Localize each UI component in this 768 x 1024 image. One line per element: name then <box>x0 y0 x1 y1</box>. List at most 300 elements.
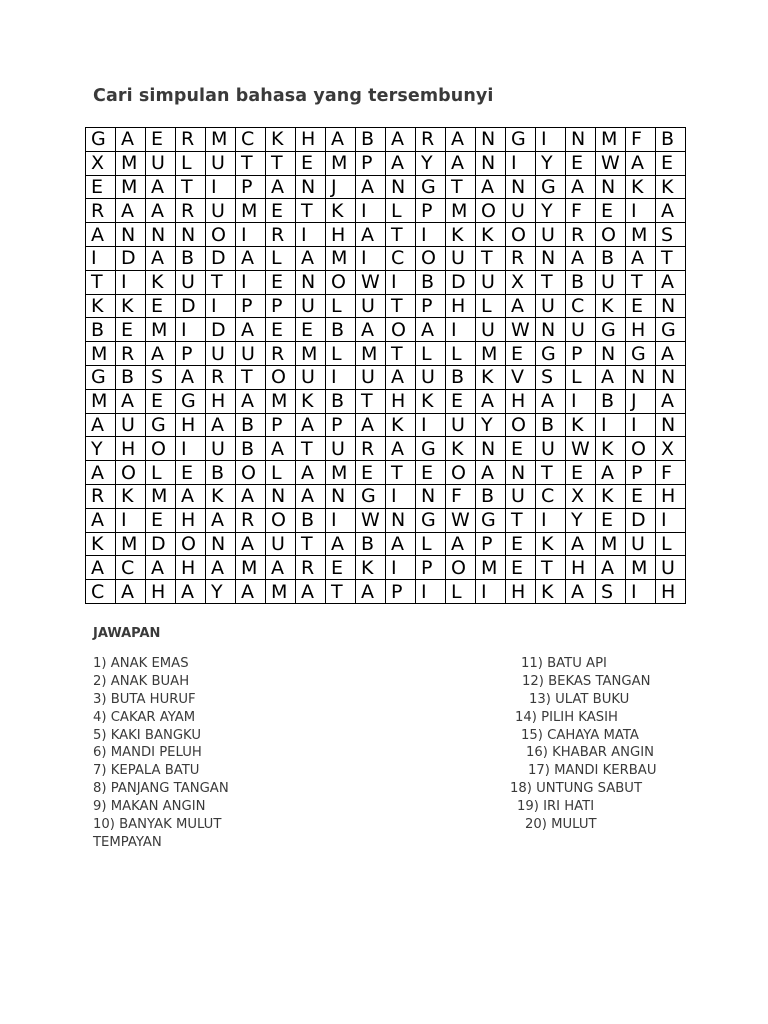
grid-cell <box>116 437 146 461</box>
grid-letter: R <box>361 437 375 460</box>
grid-cell <box>86 461 116 485</box>
grid-letter: P <box>631 461 643 484</box>
grid-letter: M <box>91 342 108 365</box>
grid-cell <box>446 294 476 318</box>
grid-letter: A <box>151 247 164 270</box>
grid-cell <box>86 270 116 294</box>
grid-letter: E <box>271 318 284 341</box>
grid-letter: N <box>541 318 556 341</box>
grid-cell <box>626 128 656 152</box>
grid-cell <box>146 294 176 318</box>
grid-letter: A <box>301 247 314 270</box>
grid-cell <box>626 199 656 223</box>
grid-letter: E <box>151 128 164 151</box>
grid-letter: T <box>511 509 523 532</box>
grid-letter: R <box>421 128 435 151</box>
grid-letter: P <box>481 532 493 555</box>
grid-letter: A <box>571 580 584 603</box>
grid-cell <box>476 508 506 532</box>
grid-cell <box>296 508 326 532</box>
grid-cell <box>326 508 356 532</box>
grid-letter: T <box>541 556 553 579</box>
grid-letter: I <box>361 247 367 270</box>
grid-cell <box>626 270 656 294</box>
grid-cell <box>326 223 356 247</box>
answer-item: 6) MANDI PELUH <box>93 745 202 761</box>
grid-letter: C <box>391 247 405 270</box>
grid-letter: B <box>661 128 675 151</box>
grid-letter: U <box>481 318 495 341</box>
grid-letter: I <box>391 485 397 508</box>
grid-letter: B <box>331 318 345 341</box>
grid-letter: C <box>541 485 555 508</box>
grid-letter: I <box>631 199 637 222</box>
grid-cell <box>236 128 266 152</box>
grid-letter: G <box>661 318 676 341</box>
grid-letter: T <box>391 461 403 484</box>
grid-letter: U <box>361 366 375 389</box>
grid-letter: U <box>181 271 195 294</box>
grid-cell <box>176 437 206 461</box>
grid-cell <box>626 223 656 247</box>
grid-letter: I <box>241 271 247 294</box>
grid-cell <box>506 342 536 366</box>
grid-cell <box>656 151 686 175</box>
grid-letter: H <box>631 318 646 341</box>
grid-letter: A <box>661 342 674 365</box>
grid-letter: N <box>511 461 526 484</box>
grid-letter: R <box>511 247 525 270</box>
grid-letter: U <box>211 199 225 222</box>
grid-cell <box>266 413 296 437</box>
grid-cell <box>296 556 326 580</box>
grid-cell <box>266 437 296 461</box>
grid-cell <box>206 508 236 532</box>
grid-letter: O <box>481 199 496 222</box>
grid-cell <box>326 128 356 152</box>
grid-letter: K <box>391 413 404 436</box>
grid-letter: L <box>151 461 162 484</box>
grid-cell <box>86 246 116 270</box>
grid-letter: B <box>361 532 375 555</box>
grid-cell <box>536 532 566 556</box>
grid-letter: P <box>391 580 403 603</box>
grid-cell <box>356 556 386 580</box>
grid-letter: P <box>421 294 433 317</box>
grid-cell <box>146 389 176 413</box>
grid-cell <box>476 246 506 270</box>
grid-letter: G <box>421 437 436 460</box>
grid-cell <box>296 580 326 604</box>
grid-cell <box>536 342 566 366</box>
grid-cell <box>296 199 326 223</box>
grid-cell <box>86 128 116 152</box>
grid-cell <box>206 318 236 342</box>
grid-letter: I <box>121 271 127 294</box>
grid-cell <box>266 128 296 152</box>
grid-cell <box>446 342 476 366</box>
grid-cell <box>566 270 596 294</box>
grid-cell <box>446 318 476 342</box>
grid-cell <box>296 151 326 175</box>
answer-item: 9) MAKAN ANGIN <box>93 799 206 815</box>
grid-cell <box>236 365 266 389</box>
grid-cell <box>356 246 386 270</box>
grid-cell <box>356 199 386 223</box>
grid-cell <box>416 151 446 175</box>
grid-letter: H <box>151 580 166 603</box>
grid-cell <box>656 318 686 342</box>
grid-cell <box>116 128 146 152</box>
grid-letter: I <box>121 509 127 532</box>
grid-cell <box>476 580 506 604</box>
grid-letter: E <box>151 509 164 532</box>
grid-letter: B <box>241 437 255 460</box>
grid-cell <box>506 484 536 508</box>
grid-letter: A <box>361 223 374 246</box>
grid-letter: A <box>601 366 614 389</box>
grid-letter: N <box>631 366 646 389</box>
grid-letter: U <box>211 437 225 460</box>
grid-cell <box>476 532 506 556</box>
grid-cell <box>596 270 626 294</box>
grid-cell <box>566 199 596 223</box>
grid-letter: E <box>271 199 284 222</box>
grid-letter: U <box>541 437 555 460</box>
grid-letter: H <box>301 128 316 151</box>
grid-letter: I <box>481 580 487 603</box>
grid-letter: O <box>631 437 646 460</box>
answer-item: 14) PILIH KASIH <box>515 709 618 725</box>
grid-cell <box>386 199 416 223</box>
grid-cell <box>386 175 416 199</box>
grid-cell <box>506 556 536 580</box>
grid-letter: B <box>211 461 225 484</box>
grid-letter: G <box>511 128 526 151</box>
grid-cell <box>116 365 146 389</box>
grid-letter: A <box>511 294 524 317</box>
grid-row <box>86 294 686 318</box>
grid-letter: G <box>601 318 616 341</box>
grid-cell <box>146 413 176 437</box>
grid-letter: M <box>331 247 348 270</box>
grid-cell <box>296 365 326 389</box>
grid-letter: L <box>331 342 342 365</box>
grid-cell <box>386 556 416 580</box>
grid-row <box>86 580 686 604</box>
grid-cell <box>266 246 296 270</box>
grid-cell <box>236 342 266 366</box>
grid-letter: Y <box>541 199 553 222</box>
grid-cell <box>566 223 596 247</box>
grid-letter: N <box>331 485 346 508</box>
grid-letter: P <box>421 199 433 222</box>
grid-letter: L <box>451 342 462 365</box>
grid-cell <box>176 365 206 389</box>
grid-letter: Y <box>541 152 553 175</box>
grid-cell <box>116 342 146 366</box>
grid-cell <box>536 175 566 199</box>
grid-letter: B <box>541 413 555 436</box>
grid-letter: T <box>241 152 253 175</box>
grid-cell <box>536 151 566 175</box>
grid-cell <box>116 532 146 556</box>
grid-letter: S <box>151 366 164 389</box>
grid-cell <box>356 175 386 199</box>
grid-cell <box>116 318 146 342</box>
grid-letter: K <box>421 390 434 413</box>
grid-letter: P <box>241 175 253 198</box>
grid-letter: I <box>421 223 427 246</box>
answer-item: 13) ULAT BUKU <box>529 691 630 707</box>
grid-cell <box>356 318 386 342</box>
grid-row <box>86 223 686 247</box>
grid-letter: G <box>421 175 436 198</box>
grid-cell <box>446 461 476 485</box>
grid-cell <box>536 199 566 223</box>
grid-letter: E <box>181 461 194 484</box>
grid-letter: U <box>661 556 675 579</box>
grid-cell <box>146 246 176 270</box>
grid-cell <box>506 294 536 318</box>
grid-letter: E <box>331 556 344 579</box>
grid-cell <box>626 389 656 413</box>
grid-letter: I <box>391 556 397 579</box>
grid-cell <box>386 461 416 485</box>
grid-letter: M <box>91 390 108 413</box>
grid-cell <box>206 461 236 485</box>
grid-cell <box>536 556 566 580</box>
grid-letter: A <box>91 223 104 246</box>
grid-cell <box>506 580 536 604</box>
grid-letter: A <box>391 128 404 151</box>
grid-letter: A <box>451 532 464 555</box>
grid-cell <box>176 508 206 532</box>
grid-cell <box>566 128 596 152</box>
grid-cell <box>176 413 206 437</box>
grid-letter: U <box>601 271 615 294</box>
grid-letter: M <box>601 128 618 151</box>
grid-letter: Y <box>211 580 223 603</box>
grid-row <box>86 318 686 342</box>
grid-letter: G <box>421 509 436 532</box>
grid-cell <box>566 175 596 199</box>
grid-cell <box>416 270 446 294</box>
grid-letter: U <box>151 152 165 175</box>
grid-cell <box>146 270 176 294</box>
grid-letter: T <box>451 175 463 198</box>
grid-letter: O <box>451 461 466 484</box>
grid-letter: K <box>541 532 554 555</box>
grid-letter: A <box>91 509 104 532</box>
grid-cell <box>596 223 626 247</box>
grid-letter: M <box>241 199 258 222</box>
answer-item: 17) MANDI KERBAU <box>528 763 657 779</box>
grid-cell <box>236 556 266 580</box>
grid-cell <box>386 437 416 461</box>
grid-cell <box>386 128 416 152</box>
grid-letter: A <box>541 390 554 413</box>
grid-cell <box>356 294 386 318</box>
grid-letter: A <box>571 175 584 198</box>
grid-letter: G <box>91 366 106 389</box>
grid-cell <box>116 389 146 413</box>
grid-cell <box>566 318 596 342</box>
grid-letter: X <box>91 152 105 175</box>
grid-letter: M <box>631 556 648 579</box>
grid-cell <box>176 461 206 485</box>
word-search-grid <box>85 127 686 604</box>
grid-letter: U <box>451 413 465 436</box>
grid-cell <box>656 175 686 199</box>
grid-cell <box>626 556 656 580</box>
grid-letter: A <box>241 485 254 508</box>
grid-letter: K <box>91 532 104 555</box>
grid-cell <box>326 318 356 342</box>
grid-letter: O <box>511 223 526 246</box>
grid-cell <box>146 318 176 342</box>
grid-cell <box>236 580 266 604</box>
grid-letter: L <box>331 294 342 317</box>
grid-letter: E <box>361 461 374 484</box>
grid-letter: B <box>571 271 585 294</box>
grid-cell <box>326 175 356 199</box>
grid-letter: R <box>181 199 195 222</box>
grid-cell <box>236 223 266 247</box>
grid-cell <box>266 294 296 318</box>
grid-cell <box>626 246 656 270</box>
grid-row <box>86 437 686 461</box>
grid-letter: U <box>451 247 465 270</box>
grid-letter: T <box>301 437 313 460</box>
grid-row <box>86 151 686 175</box>
grid-cell <box>506 389 536 413</box>
grid-cell <box>266 580 296 604</box>
grid-cell <box>296 413 326 437</box>
grid-cell <box>566 246 596 270</box>
grid-letter: C <box>241 128 255 151</box>
grid-letter: G <box>631 342 646 365</box>
grid-letter: V <box>511 366 524 389</box>
grid-cell <box>596 389 626 413</box>
grid-cell <box>476 484 506 508</box>
grid-letter: U <box>361 294 375 317</box>
grid-letter: E <box>271 271 284 294</box>
grid-letter: K <box>481 366 494 389</box>
grid-cell <box>626 437 656 461</box>
grid-cell <box>596 556 626 580</box>
grid-cell <box>656 270 686 294</box>
grid-cell <box>596 437 626 461</box>
grid-cell <box>626 365 656 389</box>
grid-cell <box>506 461 536 485</box>
grid-letter: O <box>451 556 466 579</box>
grid-letter: B <box>361 128 375 151</box>
grid-letter: A <box>121 390 134 413</box>
grid-letter: R <box>91 199 105 222</box>
grid-cell <box>476 389 506 413</box>
grid-letter: B <box>241 413 255 436</box>
grid-cell <box>386 151 416 175</box>
grid-cell <box>506 223 536 247</box>
grid-letter: P <box>571 342 583 365</box>
grid-cell <box>326 342 356 366</box>
grid-cell <box>656 389 686 413</box>
grid-cell <box>476 270 506 294</box>
grid-letter: I <box>331 366 337 389</box>
grid-cell <box>206 532 236 556</box>
grid-letter: D <box>451 271 466 294</box>
grid-letter: L <box>481 294 492 317</box>
grid-cell <box>446 199 476 223</box>
grid-letter: I <box>181 318 187 341</box>
grid-letter: A <box>211 556 224 579</box>
grid-letter: A <box>661 199 674 222</box>
grid-letter: M <box>631 223 648 246</box>
grid-letter: D <box>211 247 226 270</box>
grid-letter: A <box>631 247 644 270</box>
grid-letter: T <box>271 152 283 175</box>
grid-cell <box>86 223 116 247</box>
grid-letter: M <box>481 342 498 365</box>
grid-letter: A <box>361 175 374 198</box>
grid-cell <box>566 580 596 604</box>
grid-cell <box>416 437 446 461</box>
grid-cell <box>476 365 506 389</box>
grid-cell <box>146 199 176 223</box>
grid-letter: B <box>601 390 615 413</box>
grid-cell <box>536 413 566 437</box>
grid-cell <box>446 175 476 199</box>
grid-cell <box>326 151 356 175</box>
grid-cell <box>626 175 656 199</box>
grid-letter: A <box>91 461 104 484</box>
grid-cell <box>656 532 686 556</box>
grid-cell <box>266 532 296 556</box>
grid-cell <box>566 151 596 175</box>
grid-letter: B <box>601 247 615 270</box>
grid-cell <box>236 461 266 485</box>
grid-cell <box>176 532 206 556</box>
grid-cell <box>236 484 266 508</box>
grid-letter: J <box>631 390 637 413</box>
grid-cell <box>86 413 116 437</box>
grid-cell <box>506 151 536 175</box>
grid-cell <box>566 556 596 580</box>
grid-cell <box>386 223 416 247</box>
grid-letter: O <box>511 413 526 436</box>
grid-cell <box>206 128 236 152</box>
grid-cell <box>326 532 356 556</box>
grid-cell <box>296 246 326 270</box>
grid-cell <box>656 556 686 580</box>
grid-cell <box>206 484 236 508</box>
grid-cell <box>596 508 626 532</box>
grid-cell <box>416 294 446 318</box>
grid-letter: I <box>631 413 637 436</box>
grid-letter: E <box>301 318 314 341</box>
grid-cell <box>566 389 596 413</box>
grid-letter: U <box>481 271 495 294</box>
grid-letter: W <box>361 271 380 294</box>
grid-cell <box>446 270 476 294</box>
grid-letter: P <box>361 152 373 175</box>
grid-letter: I <box>511 152 517 175</box>
grid-cell <box>506 365 536 389</box>
grid-cell <box>146 128 176 152</box>
grid-cell <box>326 246 356 270</box>
grid-letter: D <box>631 509 646 532</box>
